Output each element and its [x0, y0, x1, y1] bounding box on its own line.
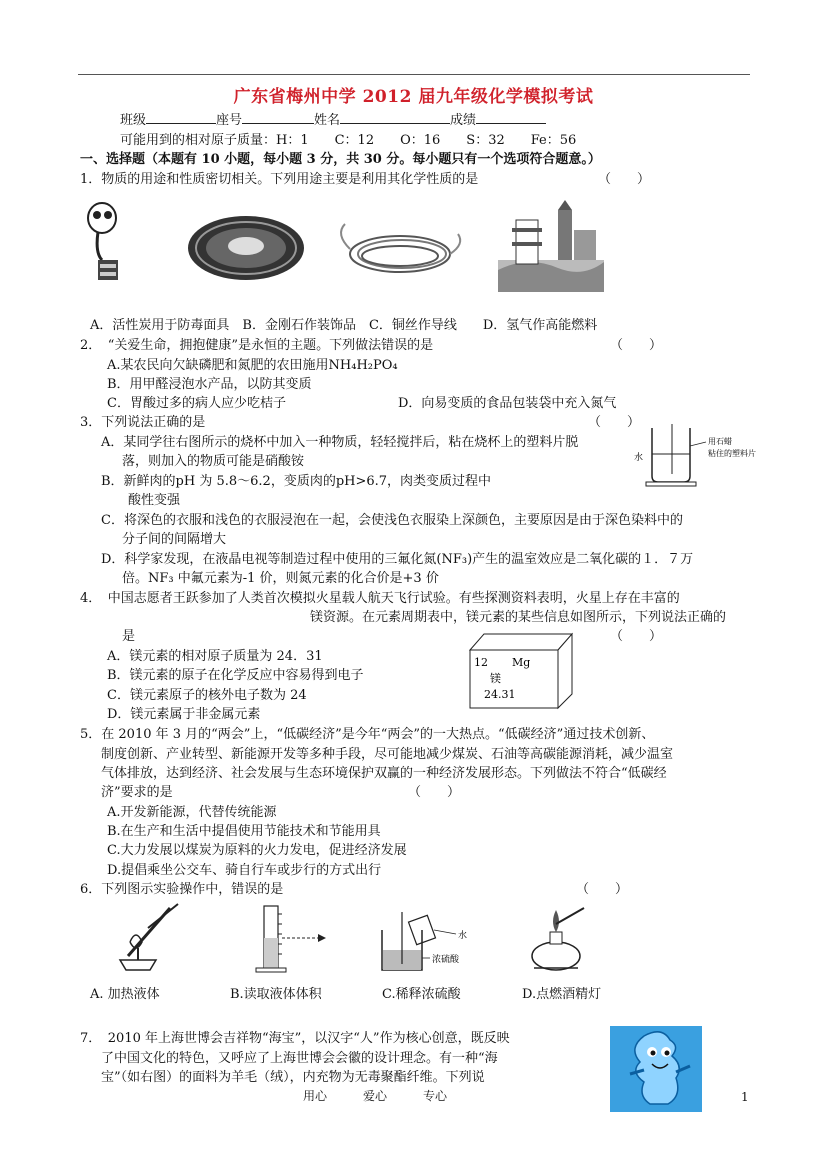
field-score-blank[interactable]: [476, 111, 546, 124]
field-class-blank[interactable]: [146, 111, 216, 124]
q3-stem: 3．下列说法正确的是: [80, 415, 206, 430]
hydrogen-rocket-picture: [498, 200, 604, 292]
q3-option-d-line1: D．科学家发现，在液晶电视等制造过程中使用的三氟化氮(NF₃)产生的温室效应是二氧化碳的１．７万: [101, 552, 694, 567]
q3-option-a-line2: 落，则加入的物质可能是硝酸铵: [122, 454, 305, 469]
q2-option-d: D．向易变质的食品包装袋中充入氮气: [398, 396, 617, 411]
q1-stem: 1．物质的用途和性质密切相关。下列用途主要是利用其化学性质的是: [80, 172, 479, 187]
field-name-blank[interactable]: [340, 111, 450, 124]
field-name-label: 姓名: [314, 113, 341, 128]
q6-caption-a: A. 加热液体: [90, 987, 160, 1002]
q6-caption-d: D.点燃酒精灯: [522, 987, 602, 1002]
footer-slogan: 用心 爱心 专心: [303, 1089, 448, 1103]
student-info-line: [120, 109, 546, 128]
q5-option-d: D.提倡乘坐公交车、骑自行车或步行的方式出行: [107, 863, 382, 878]
q4-stem-line1: 4． 中国志愿者王跃参加了人类首次模拟火星载人航天飞行试验。有些探测资料表明，火星上存在丰富的: [80, 591, 680, 606]
beaker-plastic-label: 粘住的塑料片: [708, 449, 756, 458]
q4-stem-line2: 镁资源。在元素周期表中，镁元素的某些信息如图所示，下列说法正确的: [310, 610, 727, 625]
q6-caption-c: C.稀释浓硫酸: [382, 987, 461, 1002]
page-number: 1: [741, 1090, 749, 1104]
q6-answer-paren[interactable]: （ ）: [576, 882, 629, 897]
q5-stem-line1: 5．在 2010 年 3 月的“两会”上，“低碳经济”是今年“两会”的一大热点。“低碳经济”通过技术创新、: [80, 727, 655, 742]
q3-option-d-line2: 倍。NF₃ 中氟元素为-1 价，则氮元素的化合价是+3 价: [122, 571, 439, 586]
gas-mask-picture: [80, 198, 140, 290]
beaker-figure: [632, 424, 772, 488]
header-rule: [78, 74, 750, 75]
q6-stem: 6．下列图示实验操作中，错误的是: [80, 882, 284, 897]
q5-answer-paren[interactable]: （ ）: [408, 785, 461, 800]
q7-stem-line2: 了中国文化的特色，又呼应了上海世博会会徽的设计理念。有一种“海: [101, 1051, 498, 1066]
copper-wire-picture: [330, 214, 470, 284]
beaker-water-label: 水: [634, 453, 644, 463]
q4-option-c: C．镁元素原子的核外电子数为 24: [107, 688, 307, 703]
q5-option-b: B.在生产和生活中提倡使用节能技术和节能用具: [107, 824, 381, 839]
q4-option-b: B．镁元素的原子在化学反应中容易得到电子: [107, 668, 364, 683]
field-class-label: 班级: [120, 113, 147, 128]
alcohol-lamp-picture: [526, 904, 596, 976]
q5-stem-line3: 气体排放，达到经济、社会发展与生态环境保护双赢的一种经济发展形态。下列做法不符合“低碳经: [101, 766, 667, 781]
beaker-wax-label: 用石蜡: [708, 437, 732, 446]
q1-answer-paren[interactable]: （ ）: [598, 172, 651, 187]
q2-option-b: B．用甲醛浸泡水产品，以防其变质: [107, 377, 312, 392]
mg-atomic-number: 12: [474, 656, 488, 669]
page-title: 广东省梅州中学 2012 届九年级化学模拟考试: [233, 87, 594, 107]
mg-name: 镁: [490, 672, 501, 685]
field-seat-label: 座号: [216, 113, 243, 128]
q2-option-a: A.某农民向欠缺磷肥和氮肥的农田施用NH₄H₂PO₄: [107, 358, 398, 373]
atomic-mass-line: 可能用到的相对原子质量：H：1 C：12 O：16 S：32 Fe：56: [120, 133, 577, 148]
q7-stem-line3: 宝”（如右图）的面料为羊毛（绒），内充物为无毒聚酯纤维。下列说: [101, 1070, 485, 1085]
q3-option-c-line2: 分子间的间隔增大: [122, 532, 227, 547]
field-seat-blank[interactable]: [242, 111, 314, 124]
q3-option-a-line1: A．某同学往右图所示的烧杯中加入一种物质，轻轻搅拌后，粘在烧杯上的塑料片脱: [101, 435, 579, 450]
magnesium-element-box: [462, 628, 576, 710]
diamond-ring-picture: [186, 212, 306, 282]
q5-stem-line2: 制度创新、产业转型、新能源开发等多种手段，尽可能地减少煤炭、石油等高碳能源消耗，减少温室: [101, 747, 674, 762]
q5-stem-line4: 济”要求的是: [101, 785, 173, 800]
q5-option-a: A.开发新能源，代替传统能源: [107, 805, 277, 820]
q3-option-b-line2: 酸性变强: [128, 493, 181, 508]
haibao-mascot-picture: [610, 1026, 702, 1112]
dilute-water-label: 水: [458, 931, 468, 941]
q2-stem: 2． “关爱生命，拥抱健康”是永恒的主题。下列做法错误的是: [80, 338, 434, 353]
mg-atomic-mass: 24.31: [484, 688, 516, 701]
q3-option-b-line1: B．新鲜肉的pH 为 5.8～6.2，变质肉的pH>6.7，肉类变质过程中: [101, 474, 492, 489]
section-heading: 一、选择题（本题有 10 小题，每小题 3 分，共 30 分。每小题只有一个选项符合题意。）: [80, 152, 601, 167]
dilute-acid-picture: [378, 912, 478, 976]
field-score-label: 成绩: [450, 113, 477, 128]
q2-answer-paren[interactable]: （ ）: [610, 338, 663, 353]
mg-symbol: Mg: [512, 656, 531, 669]
q7-stem-line1: 7． 2010 年上海世博会吉祥物“海宝”，以汉字“人”作为核心创意，既反映: [80, 1031, 510, 1046]
q2-option-c: C．胃酸过多的病人应少吃桔子: [107, 396, 286, 411]
q4-option-a: A．镁元素的相对原子质量为 24．31: [107, 649, 323, 664]
reading-volume-picture: [246, 904, 326, 976]
heating-liquid-picture: [108, 898, 184, 974]
dilute-acid-label: 浓硫酸: [432, 955, 460, 965]
q4-stem-line3: 是: [122, 629, 136, 644]
q6-caption-b: B.读取液体体积: [230, 987, 322, 1002]
q5-option-c: C.大力发展以煤炭为原料的火力发电，促进经济发展: [107, 843, 407, 858]
q4-option-d: D．镁元素属于非金属元素: [107, 707, 261, 722]
q4-answer-paren[interactable]: （ ）: [610, 629, 663, 644]
q3-answer-paren[interactable]: （ ）: [588, 415, 641, 430]
q3-option-c-line1: C．将深色的衣服和浅色的衣服浸泡在一起，会使浅色衣服染上深颜色，主要原因是由于深色染料中的: [101, 513, 683, 528]
q1-options: A．活性炭用于防毒面具 B．金刚石作装饰品 C．铜丝作导线 D．氢气作高能燃料: [90, 318, 598, 333]
